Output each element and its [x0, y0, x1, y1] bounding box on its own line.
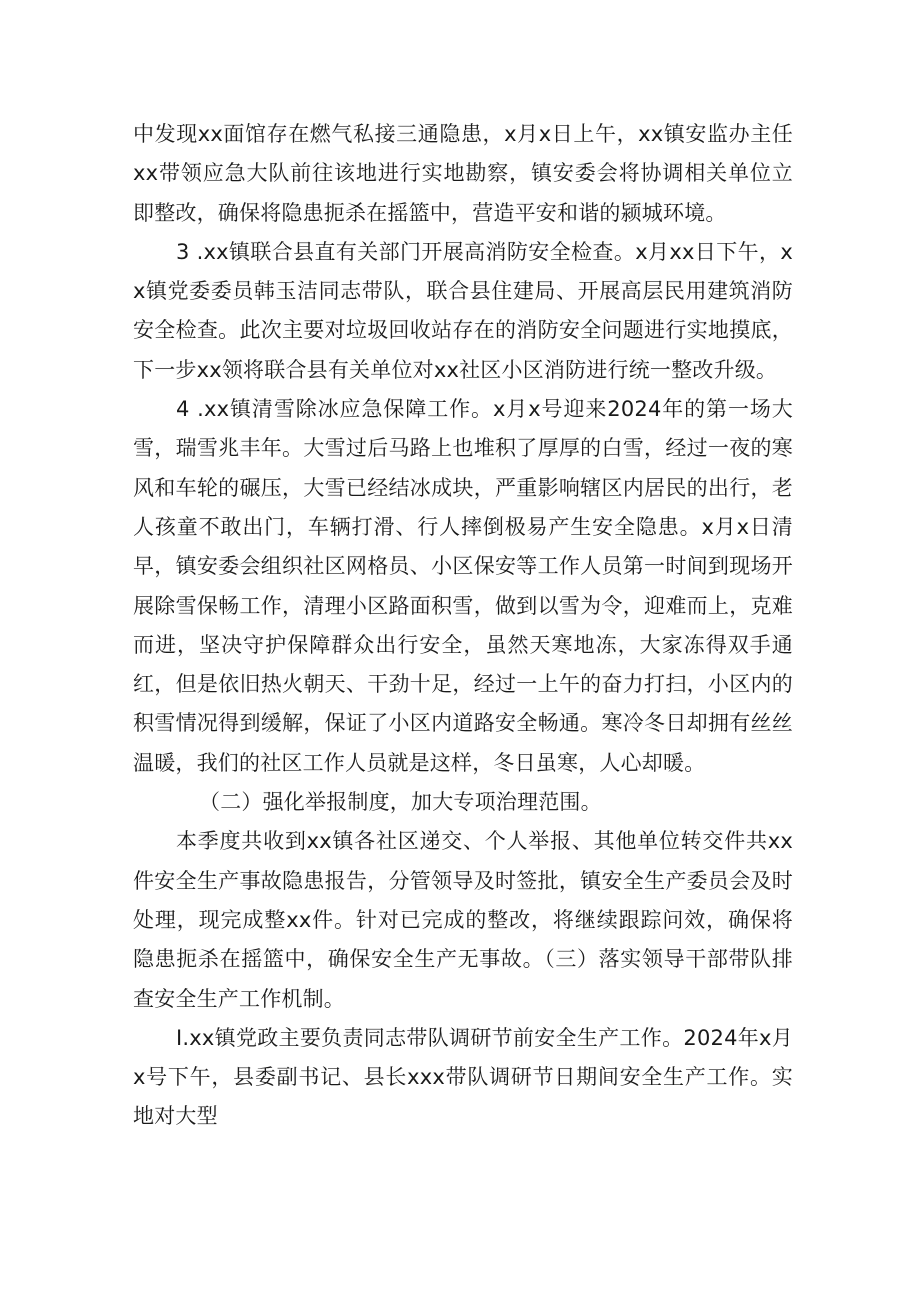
document-body: [133, 115, 793, 1137]
paragraph-leadership-inspection: I.xx镇党政主要负责同志带队调研节前安全生产工作。2024年x月x号下午，县委副书记、县长xxx带队调研节日期间安全生产工作。实地对大型: [133, 1025, 793, 1129]
paragraph-gas-hazard-continuation: 中发现xx面馆存在燃气私接三通隐患，x月x日上午，xx镇安监办主任xx带领应急大队前往该地进行实地勘察，镇安委会将协调相关单位立即整改，确保将隐患扼杀在摇篮中，营造平安和谐的颍城环境。: [133, 122, 793, 225]
paragraph-snow-removal: 4 .xx镇清雪除冰应急保障工作。x月x号迎来2024年的第一场大雪，瑞雪兆丰年。大雪过后马路上也堆积了厚厚的白雪，经过一夜的寒风和车轮的碾压，大雪已经结冰成块，严重影响辖区内居民的出行，老人孩童不敢出门，车辆打滑、行人摔倒极易产生安全隐患。x月x日清早，镇安委会组织社区网格员、小区保安等工作人员第一时间到现场开展除雪保畅工作，清理小区路面积雪，做到以雪为令，迎难而上，克难而进，坚决守护保障群众出行安全，虽然天寒地冻，大家冻得双手通红，但是依旧热火朝天、干劲十足，经过一上午的奋力打扫，小区内的积雪情况得到缓解，保证了小区内道路安全畅通。寒冷冬日却拥有丝丝温暖，我们的社区工作人员就是这样，冬日虽寒，人心却暖。: [133, 397, 793, 775]
paragraph-fire-safety-inspection: 3 .xx镇联合县直有关部门开展高消防安全检查。x月xx日下午，xx镇党委委员韩玉洁同志带队，联合县住建局、开展高层民用建筑消防安全检查。此次主要对垃圾回收站存在的消防安全问题进行实地摸底，下一步xx领将联合县有关单位对xx社区小区消防进行统一整改升级。: [133, 239, 793, 382]
section-heading-reporting-system: （二）强化举报制度，加大专项治理范围。: [199, 790, 602, 815]
paragraph-quarterly-reports: 本季度共收到xx镇各社区递交、个人举报、其他单位转交件共xx件安全生产事故隐患报告，分管领导及时签批，镇安全生产委员会及时处理，现完成整xx件。针对已完成的整改，将继续跟踪问效，确保将隐患扼杀在摇篮中，确保安全生产无事故。（三）落实领导干部带队排查安全生产工作机制。: [133, 829, 793, 1011]
